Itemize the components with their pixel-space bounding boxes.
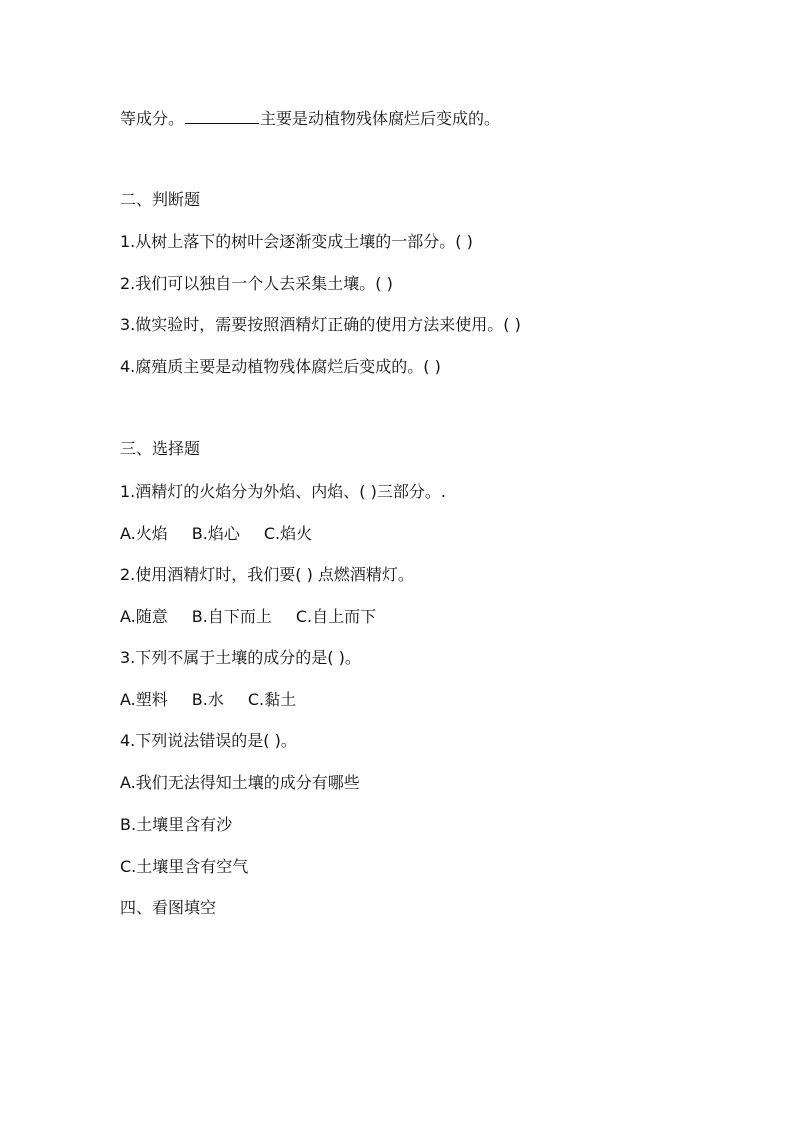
section-title-picture-fill: 四、看图填空 bbox=[120, 898, 217, 917]
section-title-judgment: 二、判断题 bbox=[120, 190, 201, 209]
choice-question-2-options bbox=[120, 606, 376, 628]
fill-in-line bbox=[120, 107, 500, 130]
option-a: A.火焰 bbox=[120, 524, 168, 543]
fill-in-suffix: 主要是动植物残体腐烂后变成的。 bbox=[260, 109, 501, 128]
choice-question-2-stem: 2.使用酒精灯时，我们要( ) 点燃酒精灯。 bbox=[120, 565, 414, 584]
section-title-choice: 三、选择题 bbox=[120, 439, 201, 458]
choice-question-4-stem: 4.下列说法错误的是( )。 bbox=[120, 731, 297, 750]
judgment-question-3: 3.做实验时，需要按照酒精灯正确的使用方法来使用。( ) bbox=[120, 315, 521, 334]
option-a: A.塑料 bbox=[120, 690, 168, 709]
option-b: B.焰心 bbox=[191, 524, 240, 543]
choice-question-4-option-b: B.土壤里含有沙 bbox=[120, 815, 233, 834]
judgment-question-1: 1.从树上落下的树叶会逐渐变成土壤的一部分。( ) bbox=[120, 232, 473, 251]
option-c: C.自上而下 bbox=[295, 607, 377, 626]
judgment-question-4: 4.腐殖质主要是动植物残体腐烂后变成的。( ) bbox=[120, 357, 441, 376]
choice-question-3-stem: 3.下列不属于土壤的成分的是( )。 bbox=[120, 648, 361, 667]
choice-question-1-options bbox=[120, 523, 312, 545]
option-c: C.焰火 bbox=[263, 524, 313, 543]
choice-question-3-options bbox=[120, 689, 296, 711]
option-c: C.黏土 bbox=[247, 690, 297, 709]
answer-blank[interactable] bbox=[185, 107, 259, 124]
choice-question-4-option-a: A.我们无法得知土壤的成分有哪些 bbox=[120, 773, 360, 792]
option-b: B.自下而上 bbox=[191, 607, 272, 626]
choice-question-4-option-c: C.土壤里含有空气 bbox=[120, 857, 249, 876]
fill-in-prefix: 等成分。 bbox=[120, 109, 185, 128]
judgment-question-2: 2.我们可以独自一个人去采集土壤。( ) bbox=[120, 274, 393, 293]
option-b: B.水 bbox=[191, 690, 224, 709]
choice-question-1-stem: 1.酒精灯的火焰分为外焰、内焰、( )三部分。. bbox=[120, 482, 446, 501]
option-a: A.随意 bbox=[120, 607, 168, 626]
